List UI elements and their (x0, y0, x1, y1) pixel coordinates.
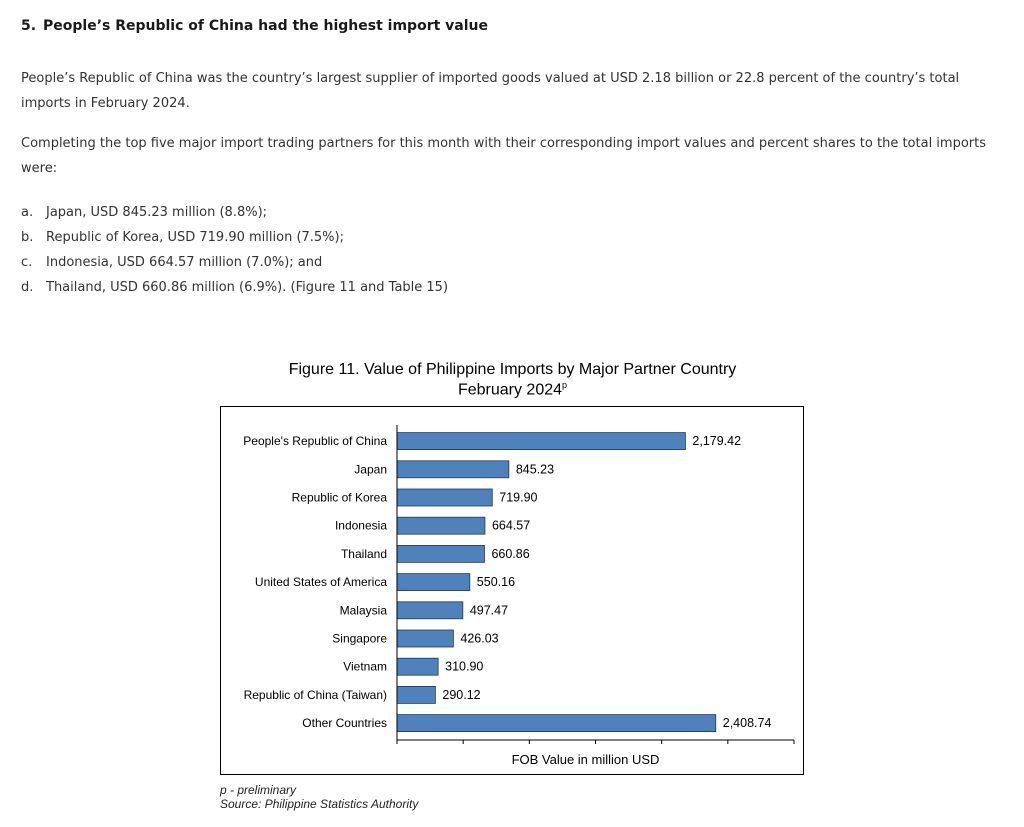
preliminary-mark: p (562, 380, 568, 390)
bar (397, 574, 470, 591)
category-label: Other Countries (302, 716, 387, 731)
bar (397, 630, 453, 647)
section-heading (21, 18, 488, 34)
list-marker: a. (21, 205, 34, 220)
value-label: 2,179.42 (692, 434, 742, 449)
bar (397, 658, 438, 675)
value-label: 290.12 (442, 687, 481, 702)
partner-list (21, 200, 448, 300)
value-label: 426.03 (460, 631, 499, 646)
value-label: 550.16 (476, 575, 516, 590)
category-label: Indonesia (334, 518, 387, 533)
bar-chart (221, 407, 805, 776)
figure-title: Figure 11. Value of Philippine Imports by Major Partner Country (288, 361, 737, 378)
category-label: United States of America (254, 575, 387, 590)
list-text: Indonesia, USD 664.57 million (7.0%); and (46, 255, 323, 270)
paragraph-top-five-intro: Completing the top five major import trading partners for this month with their corresponding import values and percent shares to the total imports were: (21, 136, 987, 176)
bar (397, 545, 484, 562)
bar (397, 602, 463, 619)
bar (397, 433, 685, 450)
list-item (21, 200, 448, 225)
category-label: Malaysia (339, 603, 387, 618)
list-marker: b. (21, 230, 34, 245)
paragraph-china-summary: People’s Republic of China was the country’s largest supplier of imported goods valued at USD 2.18 billion or 22.8 percent of the country’s total imports in February 2024. (21, 71, 960, 111)
list-text: Japan, USD 845.23 million (8.8%); (46, 205, 268, 220)
list-item (21, 225, 448, 250)
list-marker: d. (21, 280, 34, 295)
x-axis-label: FOB Value in million USD (511, 752, 660, 767)
value-label: 845.23 (515, 462, 555, 477)
list-marker: c. (21, 255, 33, 270)
category-label: Singapore (332, 631, 387, 646)
bar (397, 715, 716, 732)
value-label: 719.90 (499, 490, 538, 505)
figure-period: February 2024 (457, 381, 563, 399)
category-label: Vietnam (343, 659, 387, 674)
section-title: People’s Republic of China had the highest import value (43, 18, 488, 34)
value-label: 660.86 (491, 546, 530, 561)
bar (397, 517, 485, 534)
category-label: Republic of Korea (291, 490, 387, 505)
figure-subtitle (220, 380, 805, 399)
section-number: 5. (21, 18, 37, 34)
category-label: People's Republic of China (243, 434, 387, 449)
bar (397, 686, 435, 703)
value-label: 2,408.74 (722, 716, 772, 731)
footnote-preliminary: p - preliminary (220, 783, 297, 797)
bar (397, 461, 509, 478)
value-label: 310.90 (445, 659, 484, 674)
value-label: 497.47 (469, 603, 509, 618)
bar (397, 489, 492, 506)
list-text: Republic of Korea, USD 719.90 million (7.5%); (46, 230, 344, 245)
category-label: Republic of China (Taiwan) (243, 687, 387, 702)
category-label: Japan (354, 462, 387, 477)
footnote-source: Source: Philippine Statistics Authority (220, 797, 419, 811)
list-item (21, 250, 448, 275)
category-label: Thailand (340, 546, 387, 561)
list-text: Thailand, USD 660.86 million (6.9%). (Figure 11 and Table 15) (46, 280, 449, 295)
value-label: 664.57 (491, 518, 531, 533)
chart-frame (220, 406, 804, 775)
list-item (21, 275, 448, 300)
